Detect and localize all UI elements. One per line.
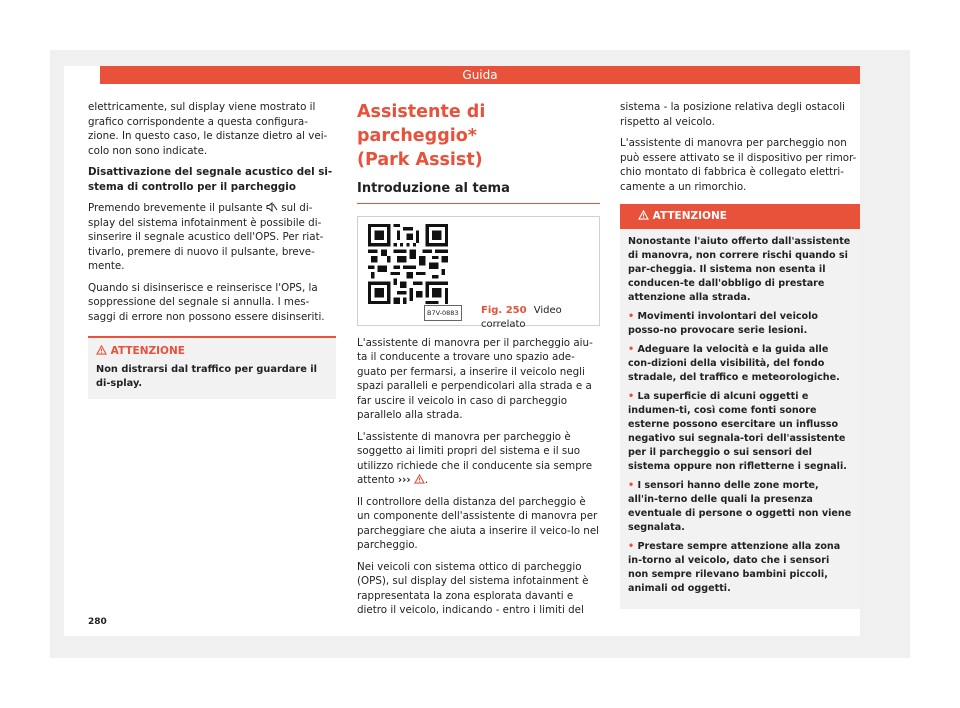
paragraph: L'assistente di manovra per parcheggio non può essere attivato se il dispositivo per rimor-chio montato di fabbrica è collegato elettri-camente a un rimorchio. [620,137,857,193]
page-title: Assistente di parcheggio* (Park Assist) [357,102,486,170]
warning-header: ATTENZIONE [88,336,336,363]
list-item: • Movimenti involontari del veicolo posso-no provocare serie lesioni. [628,310,819,336]
warning-intro: Nonostante l'aiuto offerto dall'assistente di manovra, non correre rischi quando si par-cheggia. Il sistema non esenta il conducen-te dall'obbligo di prestare attenzione alla strada. [628,235,851,303]
paragraph: L'assistente di manovra per il parcheggio aiu-ta il conducente a trovare uno spazio ade-guato per fermarsi, a inserire il veicolo negli spazi paralleli e perpendicolari alla strada e a far uscire il veicolo in caso di parcheggio parallelo alla strada. [357,336,593,421]
paragraph: Premendo brevemente il pulsante sul di-splay del sistema infotainment è possibile di-sinserire il segnale acustico dell'OPS. Per riat-tivarlo, premere di nuovo il pulsante, breve-mente. [88,202,324,272]
warning-triangle-icon [96,345,107,355]
list-item: • I sensori hanno delle zone morte, all'in-terno delle quali la presenza eventuale di persone o oggetti non viene segnalata. [628,479,852,533]
speaker-mute-icon [266,202,278,212]
column-middle [357,100,600,625]
column-right [620,100,860,609]
section-subtitle: Introduzione al tema [357,182,600,204]
section-header: Guida [100,66,860,84]
paragraph: Quando si disinserisce e reinserisce l'OPS, la soppressione del segnale si annulla. I mes-saggi di errore non possono essere disinseriti. [88,281,325,323]
page-number: 280 [88,617,107,627]
column-left [88,100,336,399]
list-item: • Prestare sempre attenzione alla zona in-torno al veicolo, dato che i sensori non sempre rilevano bambini piccoli, animali od oggetti. [628,540,841,594]
warning-text [620,229,860,596]
paragraph: sistema - la posizione relativa degli ostacoli rispetto al veicolo. [620,101,845,128]
warning-header: ATTENZIONE [620,204,860,229]
warning-triangle-icon [414,474,425,484]
qr-code-image[interactable] [368,224,448,304]
section-heading: Disattivazione del segnale acustico del si-stema di controllo per il parcheggio [88,166,333,193]
warning-triangle-icon [638,210,649,220]
list-item: • Adeguare la velocità e la guida alle con-dizioni della visibilità, del fondo stradale, del traffico e meteorologiche. [628,343,840,383]
paragraph: L'assistente di manovra per parcheggio è soggetto ai limiti propri del sistema e il suo utilizzo richiede che il conducente sia sempre attento ››› . [357,430,593,486]
paragraph: Il controllore della distanza del parcheggio è un componente dell'assistente di manovra per parcheggiare che aiuta a inserire il veico-lo nel parcheggio. [357,495,600,551]
list-item: • La superficie di alcuni oggetti e indumen-ti, così come fonti sonore esterne possono esercitare un influsso negativo sui segnala-tori dell'assistente per il parcheggio o sui sensori del sistema oppure non rifletterne i segnali. [628,390,847,472]
figure-box [357,216,600,330]
figure-code: B7V-0883 [424,305,462,322]
warning-text: Non distrarsi dal traffico per guardare il di-splay. [96,363,318,389]
paragraph: Nei veicoli con sistema ottico di parcheggio (OPS), sul display del sistema infotainment è rappresentata la zona esplorata davanti e dietro il veicolo, indicando - entro i limiti del [357,560,589,616]
figure-caption: Fig. 250 Video correlato [481,304,562,330]
warning-box [88,336,336,399]
warning-box [620,204,860,609]
paragraph: elettricamente, sul display viene mostrato il grafico corrispondente a questa configura-zione. In questo caso, le distanze dietro al vei-colo non sono indicate. [88,101,328,157]
cross-reference[interactable]: ››› [397,474,411,486]
